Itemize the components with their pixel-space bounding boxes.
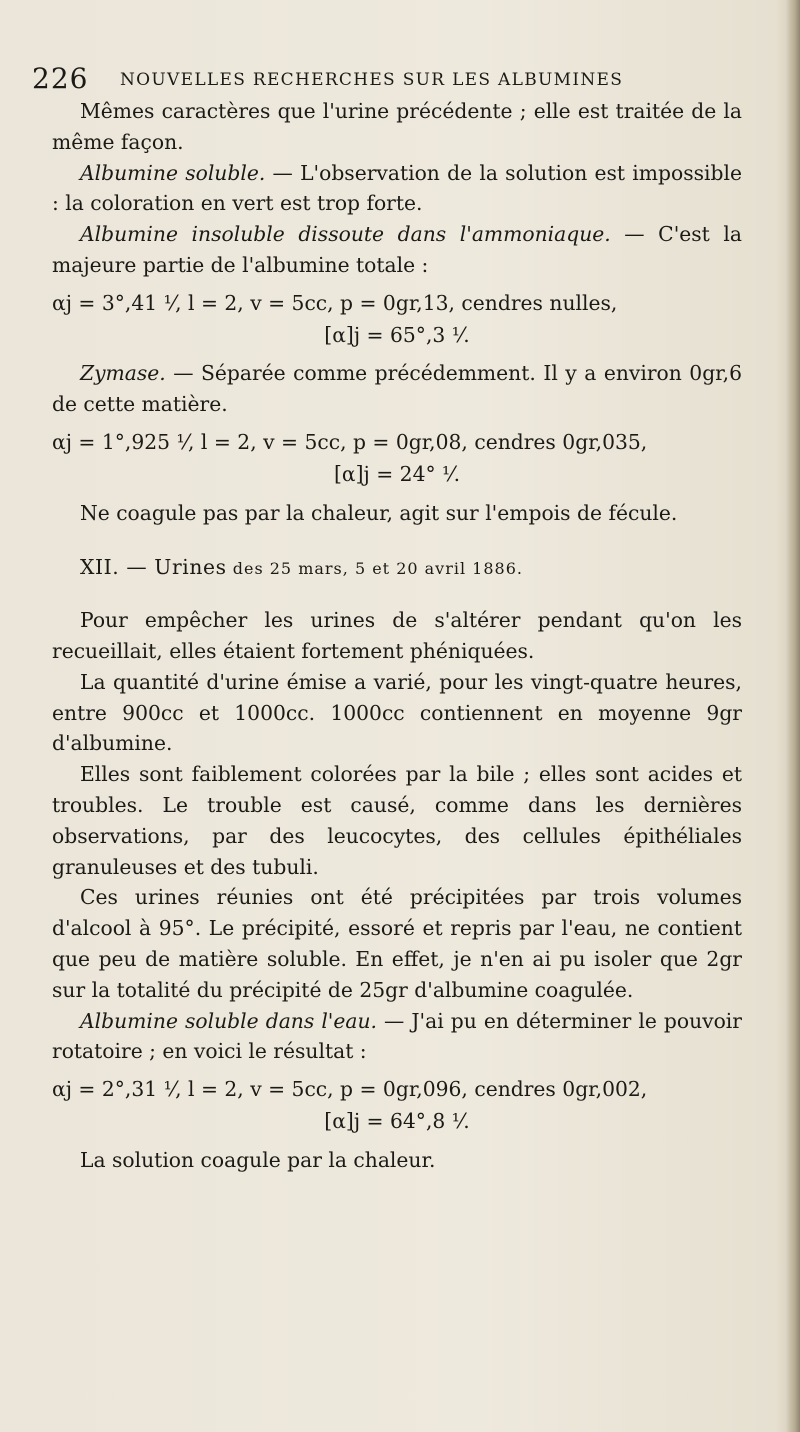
page-edge-shadow bbox=[786, 0, 800, 1432]
running-head: NOUVELLES RECHERCHES SUR LES ALBUMINES bbox=[120, 70, 624, 90]
body-text bbox=[52, 96, 742, 1176]
italic-heading: Albumine soluble dans l'eau. bbox=[80, 1008, 377, 1033]
formula-3-line-2: [α]j = 64°,8 ⅟. bbox=[324, 1108, 470, 1133]
paragraph-text: — L'observation de la solution est impossible : la coloration en vert est trop forte. bbox=[52, 160, 742, 216]
paragraph-precipitees: Ces urines réunies ont été précipitées par trois volumes d'alcool à 95°. Le précipité, essoré et repris par l'eau, ne contient que peu de matière soluble. En effet, je n'en ai pu isoler que 2gr sur la totalité du précipité de 25gr d'albumine coagulée. bbox=[52, 885, 742, 1002]
section-heading bbox=[52, 552, 742, 585]
formula-1-line-1: αj = 3°,41 ⅟, l = 2, v = 5cc, p = 0gr,13, cendres nulles, bbox=[52, 290, 618, 315]
paragraph-text: — C'est la majeure partie de l'albumine totale : bbox=[52, 222, 742, 277]
section-title-word: Urines bbox=[154, 555, 227, 580]
paragraph-albumine-eau bbox=[52, 1006, 742, 1068]
section-number: XII. — bbox=[80, 555, 148, 580]
paragraph-text: — Séparée comme précédemment. Il y a environ 0gr,6 de cette matière. bbox=[52, 361, 742, 417]
paragraph-zymase bbox=[52, 358, 742, 420]
paragraph-coagule: Ne coagule pas par la chaleur, agit sur l'empois de fécule. bbox=[80, 500, 678, 525]
paragraph-text: — J'ai pu en déterminer le pouvoir rotatoire ; en voici le résultat : bbox=[52, 1008, 742, 1064]
spacer bbox=[52, 528, 742, 542]
paragraph-1: Mêmes caractères que l'urine précédente ; elle est traitée de la même façon. bbox=[52, 99, 742, 154]
paragraph-albumine-insoluble bbox=[52, 219, 742, 281]
section-title-rest: des 25 mars, 5 et 20 avril 1886. bbox=[226, 559, 523, 579]
page-header bbox=[32, 62, 752, 98]
paragraph-colorees: Elles sont faiblement colorées par la bile ; elles sont acides et troubles. Le trouble est causé, comme dans les dernières observations, par des leucocytes, des cellules épithéliales granuleuses et des tubuli. bbox=[52, 762, 742, 879]
paragraph-solution-coagule: La solution coagule par la chaleur. bbox=[80, 1147, 436, 1172]
formula-3-line-1: αj = 2°,31 ⅟, l = 2, v = 5cc, p = 0gr,096, cendres 0gr,002, bbox=[52, 1077, 648, 1102]
italic-heading: Albumine soluble. bbox=[80, 160, 266, 185]
paragraph-pheniquees: Pour empêcher les urines de s'altérer pendant qu'on les recueillait, elles étaient fortement phéniquées. bbox=[52, 608, 742, 663]
italic-heading: Albumine insoluble dissoute dans l'ammoniaque. bbox=[80, 222, 611, 247]
formula-2-line-2: [α]j = 24° ⅟. bbox=[333, 461, 461, 486]
italic-heading: Zymase. bbox=[80, 361, 166, 386]
paragraph-albumine-soluble bbox=[52, 158, 742, 220]
page-number: 226 bbox=[32, 62, 89, 95]
formula-1-line-2: [α]j = 65°,3 ⅟. bbox=[324, 322, 470, 347]
formula-2-line-1: αj = 1°,925 ⅟, l = 2, v = 5cc, p = 0gr,08, cendres 0gr,035, bbox=[52, 429, 648, 454]
paragraph-quantite: La quantité d'urine émise a varié, pour les vingt-quatre heures, entre 900cc et 1000cc. 1000cc contiennent en moyenne 9gr d'albumine. bbox=[52, 669, 742, 756]
